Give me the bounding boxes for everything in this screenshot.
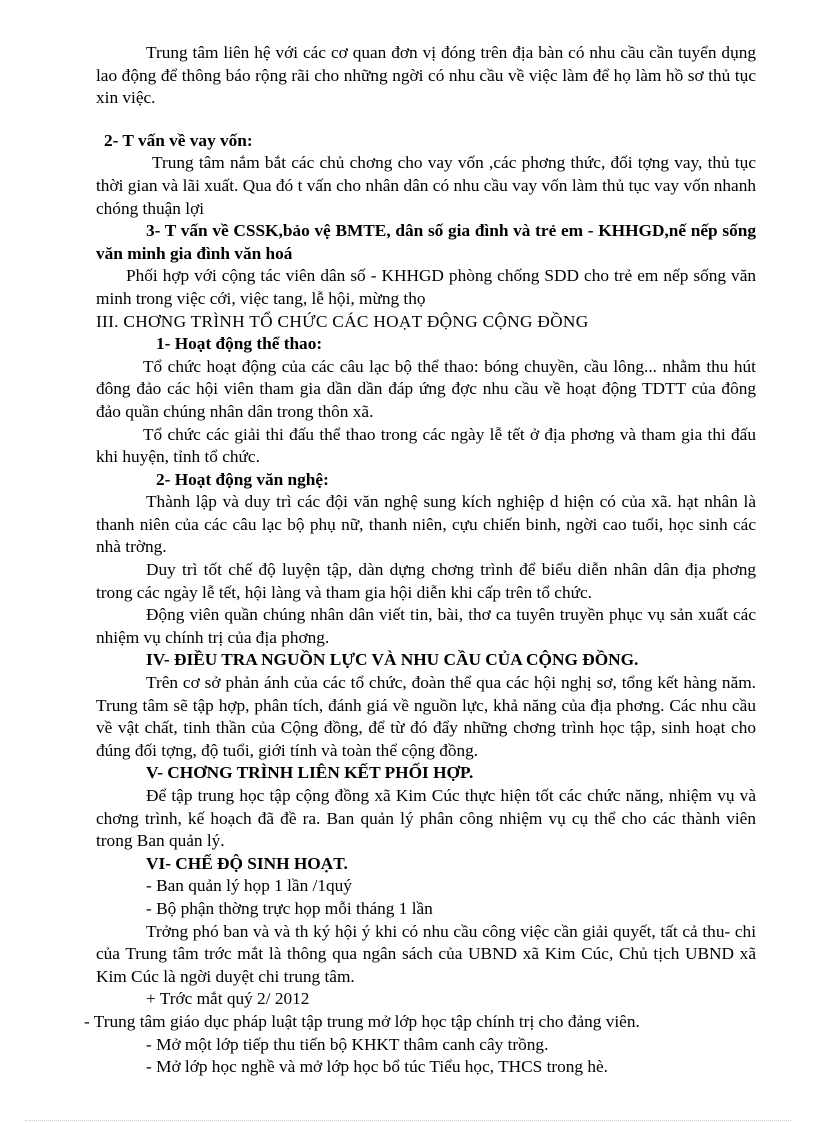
list-item: - Mở một lớp tiếp thu tiến bộ KHKT thâm canh cây trồng. <box>146 1034 549 1054</box>
list-item: - Trung tâm giáo dục pháp luật tập trung mở lớp học tập chính trị cho đảng viên. <box>84 1011 640 1031</box>
health-advice-paragraph: Phối hợp với cộng tác viên dân số - KHHGD phòng chống SDD cho trẻ em nếp sống văn minh trong việc cới, việc tang, lễ hội, mừng thọ <box>96 266 756 308</box>
heading-health-advice: 3- T vấn về CSSK,bảo vệ BMTE, dân số gia đình và trẻ em - KHHGD,nế nếp sống văn minh gia đình văn hoá <box>96 221 756 263</box>
spacer <box>96 110 756 130</box>
arts-paragraph-1: Thành lập và duy trì các đội văn nghệ sung kích nghiệp d hiện có của xã. hạt nhân là thanh niên của các câu lạc bộ phụ nữ, thanh niên, cựu chiến binh, ngời cao tuổi, học sinh các nhà trờng. <box>96 492 756 557</box>
document-page <box>84 42 756 1079</box>
loan-advice-paragraph: Trung tâm nắm bắt các chủ chơng cho vay vốn ,các phơng thức, đối tợng vay, thủ tục thời gian và lãi xuất. Qua đó t vấn cho nhân dân có nhu cầu vay vốn làm thủ tục vay vốn nhanh chóng thuận lợi <box>96 153 756 218</box>
heading-section-iii: III. CHƠNG TRÌNH TỔ CHỨC CÁC HOẠT ĐỘNG CỘNG ĐỒNG <box>96 311 589 331</box>
page-bottom-divider <box>25 1120 791 1121</box>
section-vi-paragraph: Trởng phó ban và và th ký hội ý khi có nhu cầu công việc cần giải quyết, tất cả thu- chi của Trung tâm trớc mắt là thông qua ngân sách của UBND xã Kim Cúc, Chủ tịch UBND xã Kim Cúc là ngời duyệt chi trung tâm. <box>96 921 756 986</box>
section-iv-paragraph: Trên cơ sở phản ánh của các tổ chức, đoàn thể qua các hội nghị sơ, tổng kết hàng năm. Trung tâm sẽ tập hợp, phân tích, đánh giá về nguồn lực, khả năng của địa phơng. Các nhu cầu về vật chất, tinh thần của Cộng đồng, để từ đó đẩy những chơng trình học tập, sinh hoạt cho đúng đối tợng, độ tuổi, giới tính và toàn thể cộng đồng. <box>96 673 756 760</box>
heading-section-v: V- CHƠNG TRÌNH LIÊN KẾT PHỐI HỢP. <box>146 763 474 783</box>
intro-paragraph: Trung tâm liên hệ với các cơ quan đơn vị đóng trên địa bàn có nhu cầu cần tuyển dụng lao động để thông báo rộng rãi cho những ngời có nhu cầu về việc làm để họ làm hồ sơ thủ tục xin việc. <box>96 43 756 108</box>
heading-loan-advice: 2- T vấn về vay vốn: <box>104 130 253 150</box>
heading-section-vi: VI- CHẾ ĐỘ SINH HOẠT. <box>146 853 348 873</box>
heading-arts: 2- Hoạt động văn nghệ: <box>156 469 329 489</box>
arts-paragraph-2: Duy trì tốt chế độ luyện tập, dàn dựng chơng trình để biểu diễn nhân dân địa phơng trong các ngày lễ tết, hội làng và tham gia hội diễn khi cấp trên tổ chức. <box>96 560 756 602</box>
heading-section-iv: IV- ĐIỀU TRA NGUỒN LỰC VÀ NHU CẦU CỦA CỘNG ĐỒNG. <box>146 650 639 670</box>
list-item: - Bộ phận thờng trực họp mỗi tháng 1 lần <box>146 898 433 918</box>
section-v-paragraph: Để tập trung học tập cộng đồng xã Kim Cúc thực hiện tốt các chức năng, nhiệm vụ và chơng trình, kế hoạch đã đề ra. Ban quản lý phân công nhiệm vụ cụ thể cho các thành viên trong Ban quản lý. <box>96 786 756 851</box>
sports-paragraph-2: Tổ chức các giải thi đấu thể thao trong các ngày lễ tết ở địa phơng và tham gia thi đấu khi huyện, tỉnh tổ chức. <box>96 424 756 467</box>
list-item: - Ban quản lý họp 1 lần /1quý <box>146 876 352 896</box>
list-item: + Trớc mắt quý 2/ 2012 <box>146 989 310 1009</box>
heading-sports: 1- Hoạt động thể thao: <box>156 334 323 354</box>
sports-paragraph-1: Tổ chức hoạt động của các câu lạc bộ thể thao: bóng chuyền, cầu lông... nhằm thu hút đông đảo các hội viên tham gia dần dần đáp ứng đợc nhu cầu về hoạt động TDTT của đông đảo quần chúng nhân dân trong thôn xã. <box>96 356 756 421</box>
list-item: - Mở lớp học nghề và mở lớp học bổ túc Tiểu học, THCS trong hè. <box>146 1057 608 1077</box>
arts-paragraph-3: Động viên quần chúng nhân dân viết tin, bài, thơ ca tuyên truyền phục vụ sản xuất các nhiệm vụ chính trị của địa phơng. <box>96 605 756 647</box>
